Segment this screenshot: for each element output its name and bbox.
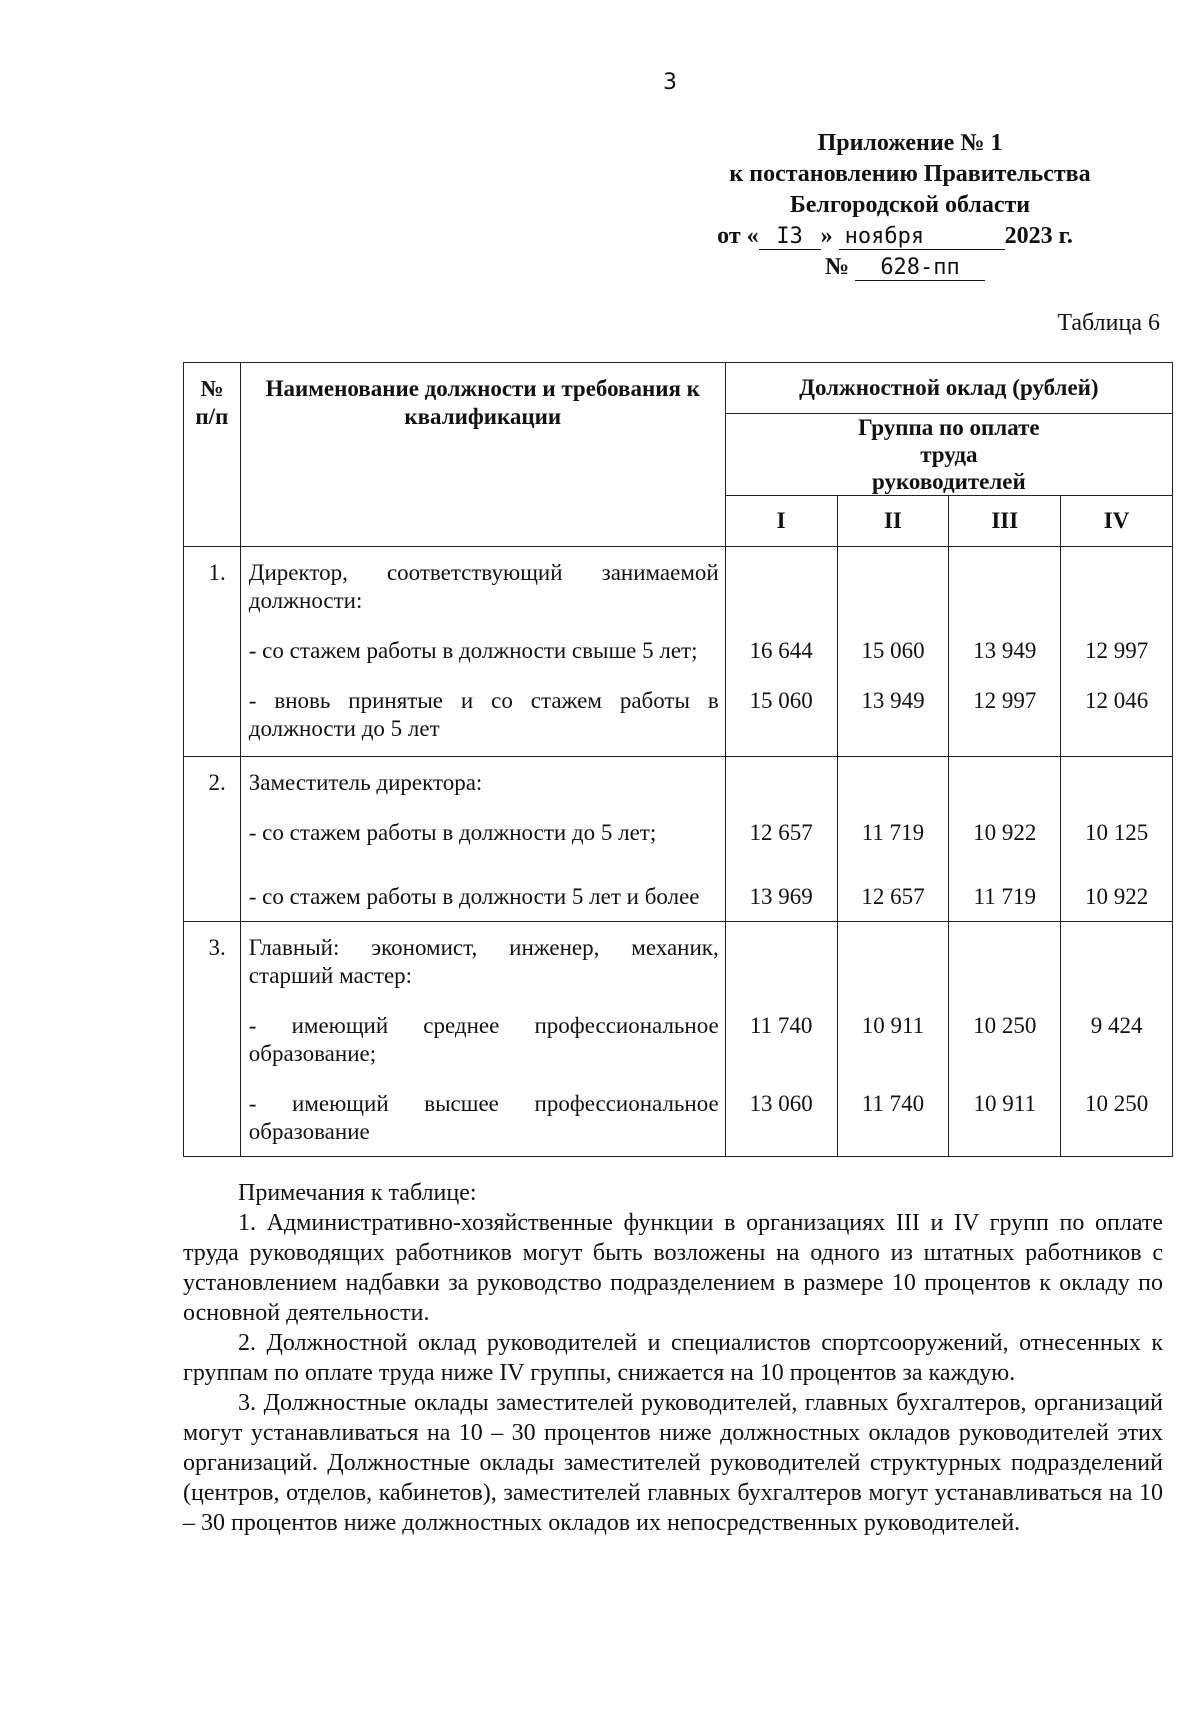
value-cell xyxy=(837,757,949,922)
table-header-row xyxy=(184,363,1173,414)
value-cell xyxy=(1061,757,1173,922)
value-cell xyxy=(725,922,837,1157)
note-item: 1. Административно-хозяйственные функции в организациях III и IV групп по оплате труда руководящих работников могут быть возложены на одного из штатных работников с установлением надбавки за руководство подразделением в размере 10 процентов к окладу по основной деятельности. xyxy=(183,1210,1163,1326)
date-prefix: от « xyxy=(717,223,759,249)
value: 10 922 xyxy=(1084,884,1149,909)
value: 10 922 xyxy=(973,820,1037,845)
row-description xyxy=(240,757,725,922)
value: 12 657 xyxy=(749,820,813,845)
value: 12 657 xyxy=(861,884,925,909)
header-num-text: № п/п xyxy=(195,376,229,429)
header-group-4: IV xyxy=(1061,496,1173,547)
value-cell xyxy=(837,922,949,1157)
value: 16 644 xyxy=(749,638,813,663)
note-item: 3. Должностные оклады заместителей руководителей, главных бухгалтеров, организаций могут устанавливаться на 10 – 30 процентов ниже должностных окладов руководителей этих организаций. Должностные оклады заместителей руководителей структурных подразделений (центров, отделов, кабинетов), заместителей главных бухгалтеров могут устанавливаться на 10 – 30 процентов ниже должностных окладов их непосредственных руководителей. xyxy=(183,1390,1163,1536)
value: 15 060 xyxy=(749,688,813,713)
appendix-title: Приложение № 1 xyxy=(817,130,1003,156)
table-row xyxy=(184,757,1173,922)
header-group-3: III xyxy=(949,496,1061,547)
row-number: 2. xyxy=(184,757,241,922)
row-item-label: - вновь принятые и со стажем работы в должности до 5 лет xyxy=(248,688,719,741)
salary-table xyxy=(183,362,1173,1157)
value-cell xyxy=(1061,922,1173,1157)
row-item-label: - со стажем работы в должности 5 лет и более xyxy=(248,884,700,909)
value: 12 046 xyxy=(1084,688,1149,713)
value-cell xyxy=(949,547,1061,757)
number-value: 628-пп xyxy=(855,256,985,281)
value: 10 250 xyxy=(1084,1091,1149,1116)
row-item-label: - со стажем работы в должности до 5 лет; xyxy=(248,820,657,845)
date-day: I3 xyxy=(759,225,821,250)
value: 11 719 xyxy=(861,820,925,845)
date-year: 2023 г. xyxy=(1004,223,1073,249)
value: 13 969 xyxy=(749,884,813,909)
row-number: 3. xyxy=(184,922,241,1157)
table-label: Таблица 6 xyxy=(1057,310,1160,336)
row-title: Заместитель директора: xyxy=(248,770,483,795)
table-row xyxy=(184,547,1173,757)
row-item-label: - со стажем работы в должности свыше 5 лет; xyxy=(248,638,698,663)
value: 12 997 xyxy=(1084,638,1149,663)
header-group-1: I xyxy=(725,496,837,547)
row-title: Директор, соответствующий занимаемой должности: xyxy=(248,560,719,613)
value-cell xyxy=(837,547,949,757)
value: 11 740 xyxy=(749,1013,813,1038)
header-name: Наименование должности и требования к квалификации xyxy=(240,363,725,547)
row-description xyxy=(240,547,725,757)
page-number: 3 xyxy=(663,70,677,95)
row-description xyxy=(240,922,725,1157)
value: 11 719 xyxy=(973,884,1036,909)
value: 10 911 xyxy=(861,1013,925,1038)
value-cell xyxy=(1061,547,1173,757)
row-title: Главный: экономист, инженер, механик, старший мастер: xyxy=(248,935,719,988)
value: 11 740 xyxy=(861,1091,925,1116)
row-item-label: - имеющий высшее профессиональное образование xyxy=(248,1091,719,1144)
value: 12 997 xyxy=(973,688,1037,713)
value: 15 060 xyxy=(861,638,925,663)
value: 10 250 xyxy=(973,1013,1037,1038)
appendix-line-region: Белгородской области xyxy=(789,192,1031,218)
header-num xyxy=(184,363,241,547)
note-item: 2. Должностной оклад руководителей и специалистов спортсооружений, отнесенных к группам по оплате труда ниже IV группы, снижается на 10 процентов за каждую. xyxy=(183,1330,1163,1386)
table-notes xyxy=(183,1178,1163,1538)
appendix-date xyxy=(670,221,1120,252)
value-cell xyxy=(725,757,837,922)
date-mid: » xyxy=(820,223,833,249)
appendix-number xyxy=(690,252,1120,283)
value: 13 060 xyxy=(749,1091,813,1116)
value: 10 911 xyxy=(973,1091,1036,1116)
date-month: ноября xyxy=(839,225,1005,250)
value-cell xyxy=(725,547,837,757)
value-cell xyxy=(949,757,1061,922)
row-item-label: - имеющий среднее профессиональное образование; xyxy=(248,1013,719,1066)
appendix-line-resolution: к постановлению Правительства xyxy=(729,161,1091,187)
table-row xyxy=(184,922,1173,1157)
appendix-header xyxy=(700,128,1120,283)
row-number: 1. xyxy=(184,547,241,757)
value: 9 424 xyxy=(1090,1013,1143,1038)
value: 13 949 xyxy=(861,688,925,713)
header-group-2: II xyxy=(837,496,949,547)
header-group: Группа по оплате труда руководителей xyxy=(725,414,1172,496)
notes-title: Примечания к таблице: xyxy=(238,1180,477,1206)
value: 13 949 xyxy=(973,638,1037,663)
value-cell xyxy=(949,922,1061,1157)
value: 10 125 xyxy=(1084,820,1149,845)
number-label: № xyxy=(824,254,850,280)
header-oklad: Должностной оклад (рублей) xyxy=(725,363,1172,414)
